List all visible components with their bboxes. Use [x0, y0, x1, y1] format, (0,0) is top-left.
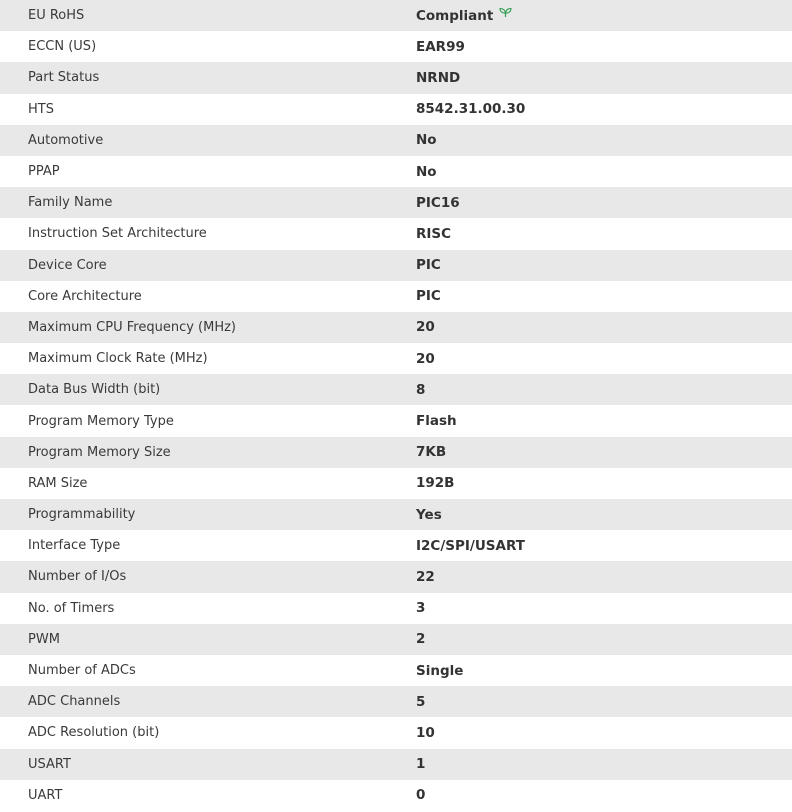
- spec-value: No: [416, 132, 437, 149]
- table-row: [0, 624, 792, 655]
- rohs-status: Compliant: [416, 7, 494, 24]
- table-row: [0, 530, 792, 561]
- spec-value: RISC: [416, 225, 452, 242]
- spec-value: 8: [416, 381, 426, 398]
- spec-label: No. of Timers: [28, 600, 115, 616]
- table-row: [0, 437, 792, 468]
- table-row: [0, 686, 792, 717]
- table-row: [0, 405, 792, 436]
- spec-label: PWM: [28, 631, 60, 647]
- spec-value: 10: [416, 724, 435, 741]
- table-row: [0, 156, 792, 187]
- spec-label: UART: [28, 787, 63, 803]
- spec-label: Automotive: [28, 132, 104, 148]
- spec-label: Device Core: [28, 257, 107, 273]
- table-row: [0, 250, 792, 281]
- spec-label: Programmability: [28, 507, 136, 523]
- spec-value: EAR99: [416, 38, 465, 55]
- spec-value: 3: [416, 600, 426, 617]
- spec-label: Family Name: [28, 195, 113, 211]
- spec-label: ADC Channels: [28, 694, 121, 710]
- table-row: [0, 468, 792, 499]
- spec-value: 20: [416, 350, 435, 367]
- spec-label: HTS: [28, 101, 54, 117]
- spec-label: Maximum CPU Frequency (MHz): [28, 319, 236, 335]
- table-row: [0, 0, 792, 31]
- table-row: [0, 749, 792, 780]
- spec-value: No: [416, 163, 437, 180]
- spec-label: Maximum Clock Rate (MHz): [28, 351, 208, 367]
- spec-value: Flash: [416, 413, 457, 430]
- spec-label: Instruction Set Architecture: [28, 226, 207, 242]
- table-row: [0, 593, 792, 624]
- table-row: [0, 94, 792, 125]
- spec-label: Core Architecture: [28, 288, 142, 304]
- spec-label: EU RoHS: [28, 8, 85, 24]
- spec-value: Single: [416, 662, 464, 679]
- leaf-icon: [499, 6, 512, 22]
- spec-label: ECCN (US): [28, 39, 97, 55]
- spec-value: PIC: [416, 257, 441, 274]
- table-row: [0, 780, 792, 811]
- table-row: [0, 31, 792, 62]
- spec-label: USART: [28, 756, 71, 772]
- table-row: [0, 561, 792, 592]
- spec-label: RAM Size: [28, 475, 88, 491]
- spec-value: 20: [416, 319, 435, 336]
- table-row: [0, 62, 792, 93]
- table-row: [0, 187, 792, 218]
- table-row: [0, 218, 792, 249]
- table-row: [0, 312, 792, 343]
- spec-label: Interface Type: [28, 538, 121, 554]
- spec-value: NRND: [416, 69, 461, 86]
- spec-label: Part Status: [28, 70, 100, 86]
- spec-value: 1: [416, 756, 426, 773]
- spec-value: [416, 0, 792, 31]
- spec-value: PIC: [416, 288, 441, 305]
- spec-value: 5: [416, 693, 426, 710]
- spec-value: 2: [416, 631, 426, 648]
- spec-value: I2C/SPI/USART: [416, 537, 525, 554]
- table-row: [0, 281, 792, 312]
- table-row: [0, 343, 792, 374]
- spec-value: 192B: [416, 475, 455, 492]
- spec-label: PPAP: [28, 164, 60, 180]
- spec-label: Data Bus Width (bit): [28, 382, 161, 398]
- spec-value: 8542.31.00.30: [416, 101, 526, 118]
- spec-value: Yes: [416, 506, 442, 523]
- spec-label: Program Memory Type: [28, 413, 174, 429]
- spec-label: Number of ADCs: [28, 663, 136, 679]
- spec-value: 0: [416, 787, 426, 804]
- table-row: [0, 499, 792, 530]
- spec-label: Program Memory Size: [28, 444, 171, 460]
- spec-value: PIC16: [416, 194, 460, 211]
- spec-value: 7KB: [416, 444, 447, 461]
- table-row: [0, 655, 792, 686]
- spec-label: ADC Resolution (bit): [28, 725, 160, 741]
- table-row: [0, 717, 792, 748]
- spec-label: Number of I/Os: [28, 569, 127, 585]
- table-row: [0, 125, 792, 156]
- table-row: [0, 374, 792, 405]
- spec-value: 22: [416, 568, 435, 585]
